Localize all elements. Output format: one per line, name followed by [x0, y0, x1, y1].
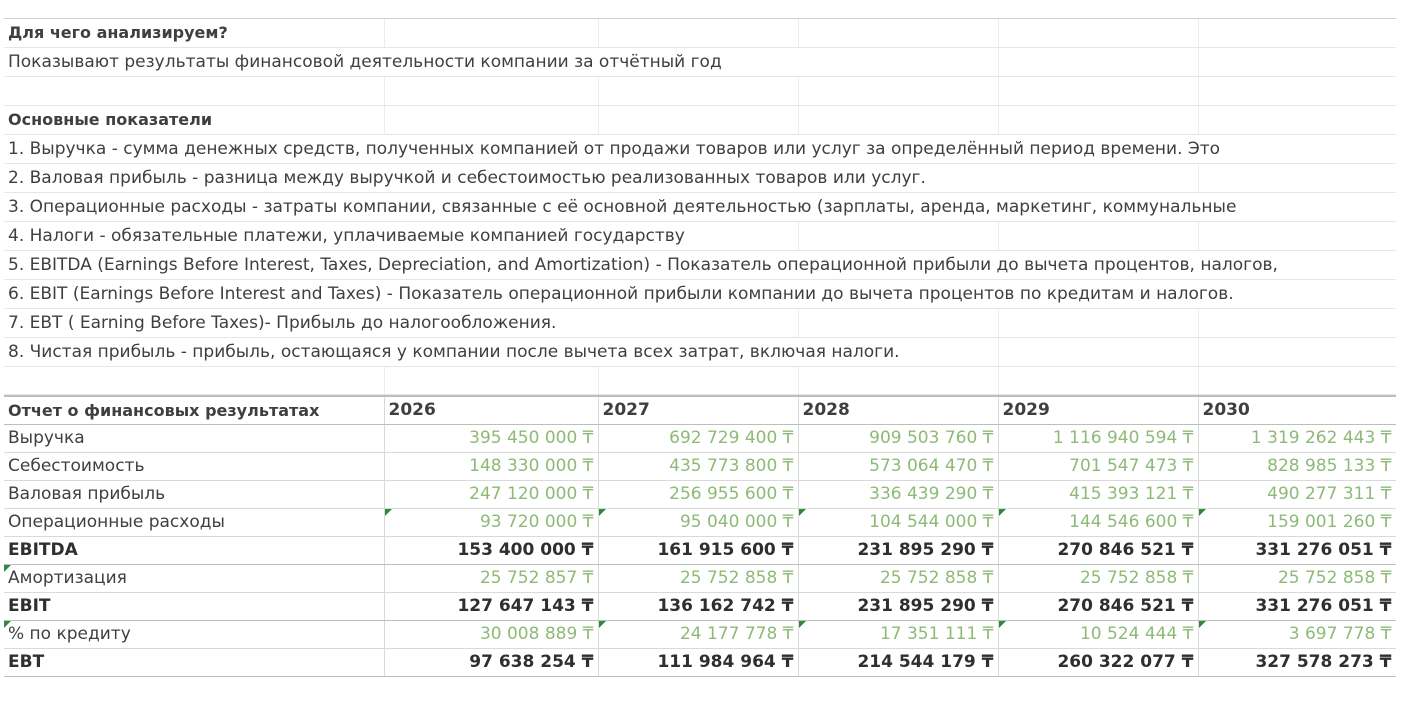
- indicator-line: 4. Налоги - обязательные платежи, уплачиваемые компанией государству: [8, 226, 685, 246]
- value-cell[interactable]: 415 393 121 ₸: [998, 480, 1198, 508]
- row-label[interactable]: Амортизация: [4, 564, 384, 592]
- cell-row[interactable]: [4, 193, 1396, 222]
- value-cell[interactable]: 95 040 000 ₸: [598, 508, 798, 536]
- value-cell[interactable]: 260 322 077 ₸: [998, 648, 1198, 676]
- value-cell[interactable]: 25 752 858 ₸: [798, 564, 998, 592]
- row-label[interactable]: Выручка: [4, 424, 384, 452]
- table-row-amortization: [4, 564, 1396, 592]
- error-indicator-icon: [799, 509, 806, 516]
- error-indicator-icon: [1199, 621, 1206, 628]
- row-label[interactable]: Операционные расходы: [4, 508, 384, 536]
- value-cell[interactable]: 136 162 742 ₸: [598, 592, 798, 620]
- indicator-line: 3. Операционные расходы - затраты компании, связанные с её основной деятельностью (зарплаты, аренда, маркетинг, коммунальные: [8, 197, 1237, 217]
- table-row-opex: [4, 508, 1396, 536]
- value-cell[interactable]: 247 120 000 ₸: [384, 480, 598, 508]
- table-row-interest: [4, 620, 1396, 648]
- value-cell[interactable]: 25 752 858 ₸: [598, 564, 798, 592]
- error-indicator-icon: [1199, 509, 1206, 516]
- table-row-cost: [4, 452, 1396, 480]
- cell-row[interactable]: [4, 222, 1396, 251]
- error-indicator-icon: [385, 509, 392, 516]
- year-header[interactable]: 2028: [798, 396, 998, 424]
- value-cell[interactable]: 24 177 778 ₸: [598, 620, 798, 648]
- value-cell[interactable]: 1 319 262 443 ₸: [1198, 424, 1396, 452]
- spreadsheet-grid[interactable]: [4, 18, 1396, 679]
- value-cell[interactable]: 111 984 964 ₸: [598, 648, 798, 676]
- error-indicator-icon: [999, 621, 1006, 628]
- intro-answer: Показывают результаты финансовой деятельности компании за отчётный год: [8, 52, 722, 72]
- value-cell[interactable]: 153 400 000 ₸: [384, 536, 598, 564]
- row-label[interactable]: Себестоимость: [4, 452, 384, 480]
- error-indicator-icon: [4, 621, 11, 628]
- value-cell[interactable]: 161 915 600 ₸: [598, 536, 798, 564]
- cell-row[interactable]: [4, 280, 1396, 309]
- cell-row[interactable]: [4, 367, 1396, 395]
- indicator-line: 8. Чистая прибыль - прибыль, остающаяся у компании после вычета всех затрат, включая налоги.: [8, 342, 900, 362]
- cell-row[interactable]: [4, 48, 1396, 77]
- value-cell[interactable]: 231 895 290 ₸: [798, 536, 998, 564]
- table-row-gross-profit: [4, 480, 1396, 508]
- indicator-line: 5. EBITDA (Earnings Before Interest, Taxes, Depreciation, and Amortization) - Показатель операционной прибыли до вычета процентов, налогов,: [8, 255, 1278, 275]
- cell-row[interactable]: [4, 106, 1396, 135]
- value-cell[interactable]: 30 008 889 ₸: [384, 620, 598, 648]
- value-cell[interactable]: 127 647 143 ₸: [384, 592, 598, 620]
- indicators-title: Основные показатели: [8, 110, 213, 129]
- error-indicator-icon: [999, 509, 1006, 516]
- table-row-ebit: [4, 592, 1396, 620]
- error-indicator-icon: [799, 621, 806, 628]
- cell-row[interactable]: [4, 309, 1396, 338]
- error-indicator-icon: [599, 621, 606, 628]
- value-cell[interactable]: 10 524 444 ₸: [998, 620, 1198, 648]
- row-label[interactable]: EBITDA: [4, 536, 384, 564]
- row-label[interactable]: EBIT: [4, 592, 384, 620]
- value-cell[interactable]: 97 638 254 ₸: [384, 648, 598, 676]
- value-cell[interactable]: 490 277 311 ₸: [1198, 480, 1396, 508]
- value-cell[interactable]: 159 001 260 ₸: [1198, 508, 1396, 536]
- cell-row[interactable]: [4, 251, 1396, 280]
- value-cell[interactable]: 573 064 470 ₸: [798, 452, 998, 480]
- value-cell[interactable]: 331 276 051 ₸: [1198, 592, 1396, 620]
- value-cell[interactable]: 327 578 273 ₸: [1198, 648, 1396, 676]
- value-cell[interactable]: 25 752 857 ₸: [384, 564, 598, 592]
- intro-question: Для чего анализируем?: [8, 23, 228, 42]
- value-cell[interactable]: 93 720 000 ₸: [384, 508, 598, 536]
- error-indicator-icon: [4, 565, 11, 572]
- cell-row[interactable]: [4, 77, 1396, 106]
- value-cell[interactable]: 17 351 111 ₸: [798, 620, 998, 648]
- year-header[interactable]: 2029: [998, 396, 1198, 424]
- cell-row[interactable]: [4, 135, 1396, 164]
- value-cell[interactable]: 256 955 600 ₸: [598, 480, 798, 508]
- value-cell[interactable]: 148 330 000 ₸: [384, 452, 598, 480]
- indicator-line: 6. EBIT (Earnings Before Interest and Taxes) - Показатель операционной прибыли компании до вычета процентов по кредитам и налогов.: [8, 284, 1234, 304]
- value-cell[interactable]: 692 729 400 ₸: [598, 424, 798, 452]
- value-cell[interactable]: 25 752 858 ₸: [998, 564, 1198, 592]
- year-header[interactable]: 2026: [384, 396, 598, 424]
- table-row-ebitda: [4, 536, 1396, 564]
- indicator-line: 7. EBT ( Earning Before Taxes)- Прибыль до налогообложения.: [8, 313, 557, 333]
- table-row-revenue: [4, 424, 1396, 452]
- value-cell[interactable]: 1 116 940 594 ₸: [998, 424, 1198, 452]
- value-cell[interactable]: 104 544 000 ₸: [798, 508, 998, 536]
- year-header[interactable]: 2027: [598, 396, 798, 424]
- row-label[interactable]: EBT: [4, 648, 384, 676]
- error-indicator-icon: [599, 509, 606, 516]
- value-cell[interactable]: 214 544 179 ₸: [798, 648, 998, 676]
- value-cell[interactable]: 435 773 800 ₸: [598, 452, 798, 480]
- year-header[interactable]: 2030: [1198, 396, 1396, 424]
- value-cell[interactable]: 144 546 600 ₸: [998, 508, 1198, 536]
- table-row-ebt: [4, 648, 1396, 676]
- row-label[interactable]: % по кредиту: [4, 620, 384, 648]
- table-title[interactable]: Отчет о финансовых результатах: [4, 396, 384, 424]
- value-cell[interactable]: 25 752 858 ₸: [1198, 564, 1396, 592]
- value-cell[interactable]: 270 846 521 ₸: [998, 592, 1198, 620]
- cell-row[interactable]: [4, 338, 1396, 367]
- value-cell[interactable]: 828 985 133 ₸: [1198, 452, 1396, 480]
- value-cell[interactable]: 909 503 760 ₸: [798, 424, 998, 452]
- value-cell[interactable]: 395 450 000 ₸: [384, 424, 598, 452]
- value-cell[interactable]: 231 895 290 ₸: [798, 592, 998, 620]
- value-cell[interactable]: 270 846 521 ₸: [998, 536, 1198, 564]
- value-cell[interactable]: 331 276 051 ₸: [1198, 536, 1396, 564]
- value-cell[interactable]: 3 697 778 ₸: [1198, 620, 1396, 648]
- cell-row[interactable]: [4, 164, 1396, 193]
- table-header-row: [4, 396, 1396, 424]
- financial-results-table: [4, 395, 1396, 677]
- indicator-line: 1. Выручка - сумма денежных средств, полученных компанией от продажи товаров или услуг за определённый период времени. Это: [8, 139, 1221, 159]
- row-label[interactable]: Валовая прибыль: [4, 480, 384, 508]
- cell-row[interactable]: [4, 19, 1396, 48]
- value-cell[interactable]: 336 439 290 ₸: [798, 480, 998, 508]
- indicator-line: 2. Валовая прибыль - разница между выручкой и себестоимостью реализованных товаров или услуг.: [8, 168, 926, 188]
- value-cell[interactable]: 701 547 473 ₸: [998, 452, 1198, 480]
